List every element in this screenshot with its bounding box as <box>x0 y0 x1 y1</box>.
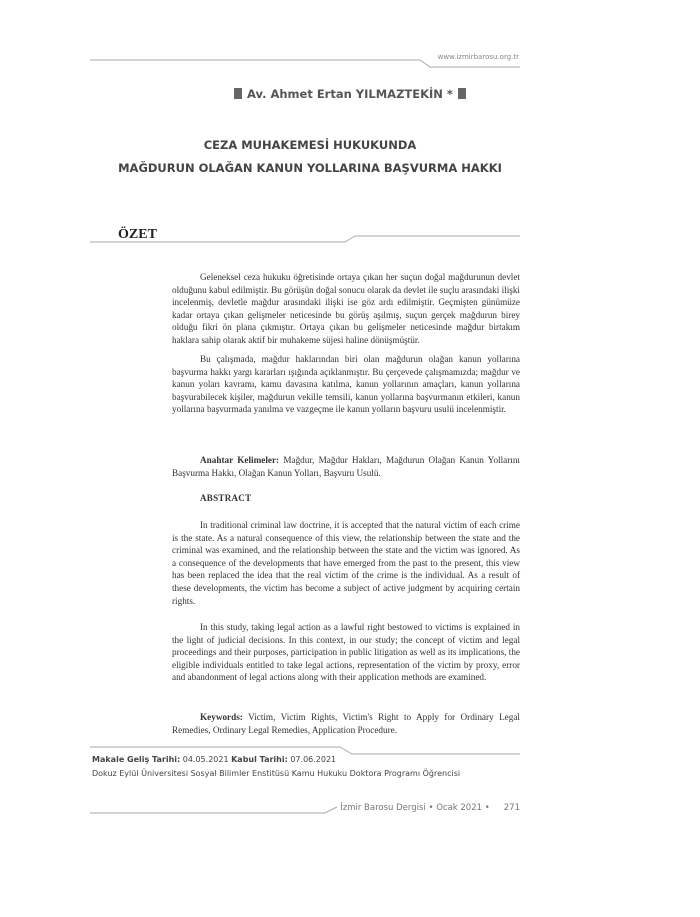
author-affiliation: Dokuz Eylül Üniversitesi Sosyal Bilimler Enstitüsü Kamu Hukuku Doktora Programı Öğrencisi <box>92 769 461 778</box>
square-marker-icon <box>458 88 466 99</box>
abstract-heading: ABSTRACT <box>200 493 252 503</box>
paragraph-text: In this study, taking legal action as a lawful right bestowed to victims is explained in the light of judicial decisions. In this context, in our study; the concept of victim and legal proceedings and their purposes, participation in public litigation as well as its implications, the eligible individuals entitled to take legal actions, representation of the victim by proxy, error and abandonment of legal actions along with their application methods are examined. <box>172 622 520 683</box>
accepted-label: Kabul Tarihi: <box>231 755 288 764</box>
abstract-keywords <box>172 711 520 736</box>
abstract-paragraph-2 <box>172 621 520 684</box>
received-label: Makale Geliş Tarihi: <box>92 755 181 764</box>
accepted-date: 07.06.2021 <box>287 755 337 764</box>
ozet-paragraph-1 <box>172 271 520 347</box>
ozet-heading: ÖZET <box>118 227 157 242</box>
article-dates <box>92 755 336 764</box>
keywords-text: Victim, Victim Rights, Victim's Right to Apply for Ordinary Legal Remedies, Ordinary Legal Remedies, Application Procedure. <box>172 712 520 735</box>
author-line <box>0 87 700 101</box>
author-name: Av. Ahmet Ertan YILMAZTEKİN * <box>247 87 453 101</box>
keywords-label: Anahtar Kelimeler: <box>200 455 280 465</box>
page-number: 271 <box>503 803 520 813</box>
keywords-text: Mağdur, Mağdur Hakları, Mağdurun Olağan Kanun Yollarını Başvurma Hakkı, Olağan Kanun Yolları, Başvuru Usulü. <box>172 455 520 478</box>
page-footer <box>340 803 520 813</box>
received-date: 04.05.2021 <box>180 755 232 764</box>
journal-issue: İzmir Barosu Dergisi • Ocak 2021 • <box>340 803 490 813</box>
paragraph-text: In traditional criminal law doctrine, it is accepted that the natural victim of each crime is the state. As a natural consequence of this view, the relationship between the state and the criminal was examined, and the relationship between the state and the victim was ignored. As a consequence of the developments that have emerged from the past to the present, this view has been replaced the idea that the real victim of the crime is the individual. As a result of these developments, the victim has become a subject of active judgment by acquiring certain rights. <box>172 520 520 606</box>
article-title-line-1: CEZA MUHAKEMESİ HUKUKUNDA <box>203 138 417 152</box>
paragraph-text: Geleneksel ceza hukuku öğretisinde ortaya çıkan her suçun doğal mağdurunun devlet olduğunu kabul edilmiştir. Bu görüşün doğal sonucu olarak da devlet ile suçlu arasındaki ilişki incelenmiş, devletle mağdur arasındaki ilişki ise göz ardı edilmiştir. Geçmişten günümüze kadar ortaya çıkan gelişmeler neticesinde bu görüş aşılmış, suçun gerçek mağdurun birey olduğu fikri ön plana çıkmıştır. Ortaya çıkan bu gelişmeler neticesinde mağdur birtakım haklara sahip olarak aktif bir muhakeme süjesi haline dönüşmüştür. <box>172 272 520 345</box>
paragraph-text: Bu çalışmada, mağdur haklarından biri olan mağdurun olağan kanun yollarına başvurma hakkı yargı kararları ışığında açıklanmıştır. Bu çerçevede çalışmamızda; mağdur ve kanun yoları kavramı, kamu davasına katılma, kanun yollarının amaçları, kanun yollarına başvurabilecek kişiler, mağdurun vekille temsili, kanun yollarına başvurmanın etkileri, kanun yollarına başvurmada yanılma ve vazgeçme ile kanun yolların başvuru usulü incelenmiştir. <box>172 354 520 415</box>
article-title-line-2: MAĞDURUN OLAĞAN KANUN YOLLARINA BAŞVURMA HAKKI <box>118 161 502 175</box>
square-marker-icon <box>234 88 242 99</box>
ozet-paragraph-2 <box>172 353 520 416</box>
ozet-keywords <box>172 454 520 479</box>
journal-url[interactable]: www.izmirbarosu.org.tr <box>437 53 519 61</box>
keywords-label: Keywords: <box>200 712 243 722</box>
abstract-paragraph-1 <box>172 519 520 607</box>
